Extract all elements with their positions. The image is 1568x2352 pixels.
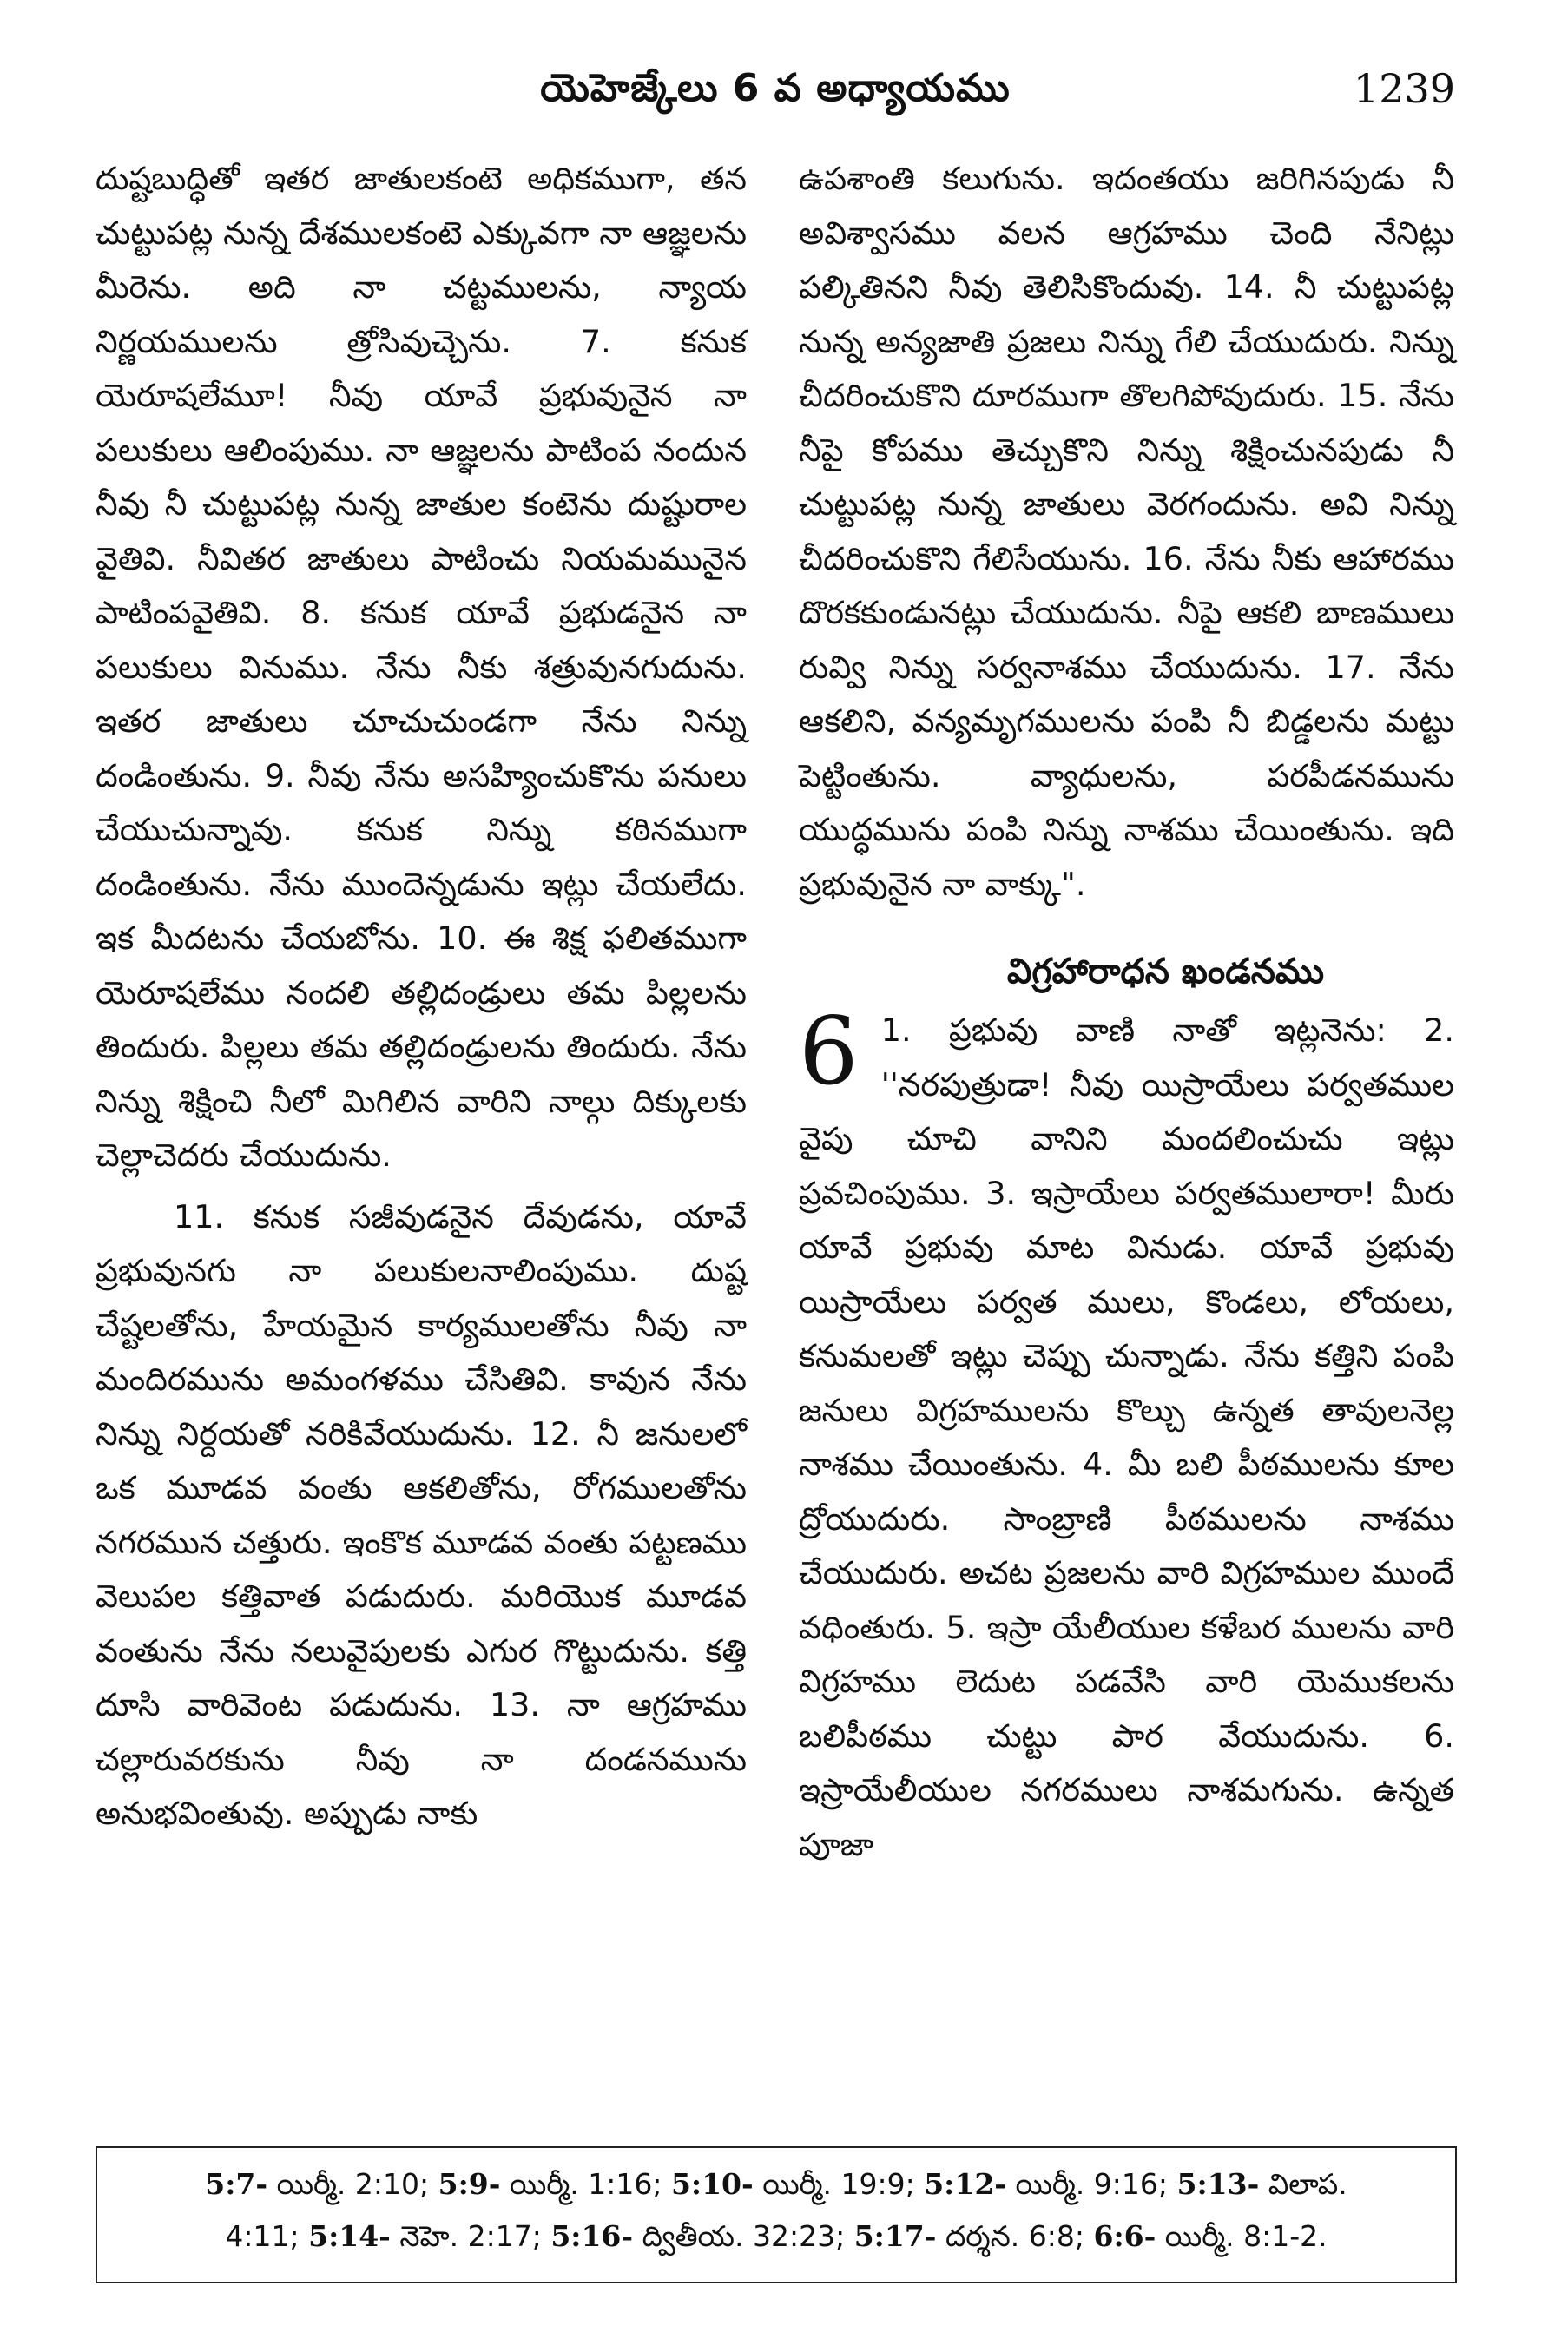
- cross-reference-citation: యిర్మీ. 2:10;: [267, 2167, 438, 2201]
- right-paragraph-1: ఉపశాంతి కలుగును. ఇదంతయు జరిగినపుడు నీ అవిశ్వాసము వలన ఆగ్రహము చెంది నేనిట్లు పల్కితినని నీవు తెలిసికొందువు. 14. నీ చుట్టుపట్ల నున్న అన్యజాతి ప్రజలు నిన్ను గేలి చేయుదురు. నిన్ను చీదరించుకొని దూరముగా తొలగిపోవుదురు. 15. నేను నీపై కోపము తెచ్చుకొని నిన్ను శిక్షించునపుడు నీ చుట్టుపట్ల నున్న జాతులు వెరగందును. అవి నిన్ను చీదరించుకొని గేలిసేయును. 16. నేను నీకు ఆహారము దొరకకుండునట్లు చేయుదును. నీపై ఆకలి బాణములు రువ్వి నిన్ను సర్వనాశము చేయుదును. 17. నేను ఆకలిని, వన్యమృగములను పంపి నీ బిడ్డలను మట్టు పెట్టింతును. వ్యాధులను, పరపీడనమును యుద్ధమును పంపి నిన్ను నాశము చేయింతును. ఇది ప్రభువునైన నా వాక్కు".: [799, 160, 1454, 903]
- cross-reference-citation: యిర్మీ. 8:1-2.: [1156, 2219, 1328, 2253]
- cross-reference-verse: 6:6-: [1093, 2219, 1156, 2253]
- cross-reference-verse: 5:16-: [550, 2219, 634, 2253]
- page-header: [96, 45, 1455, 141]
- chapter-text: 1. ప్రభువు వాణి నాతో ఇట్లనెను: 2. ''నరపుత్రుడా! నీవు యిస్రాయేలు పర్వతముల వైపు చూచి వానిని మందలించుచు ఇట్లు ప్రవచింపుము. 3. ఇస్రాయేలు పర్వతములారా! మీరు యావే ప్రభువు మాట వినుడు. యావే ప్రభువు యిస్రాయేలు పర్వత ములు, కొండలు, లోయలు, కనుమలతో ఇట్లు చెప్పు చున్నాడు. నేను కత్తిని పంపి జనులు విగ్రహములను కొల్చు ఉన్నత తావులనెల్ల నాశము చేయింతును. 4. మీ బలి పీఠములను కూల ద్రోయుదురు. సాంబ్రాణి పీఠములను నాశము చేయుదురు. అచట ప్రజలను వారి విగ్రహముల ముందే వధింతురు. 5. ఇస్రా యేలీయుల కళేబర ములను వారి విగ్రహము లెదుట పడవేసి వారి యెముకలను బలిపీఠము చుట్టు పార వేయుదును. 6. ఇస్రాయేలీయుల నగరములు నాశమగును. ఉన్నత పూజా: [799, 1011, 1454, 1863]
- section-heading: విగ్రహారాధన ఖండనము: [1006, 952, 1325, 992]
- cross-reference-citation: యిర్మీ. 19:9;: [753, 2167, 925, 2201]
- running-title: యెహెజ్కేలు 6 వ అధ్యాయము: [540, 66, 1011, 110]
- cross-reference-citation: ద్వితీయ. 32:23;: [633, 2219, 854, 2253]
- cross-reference-box: [96, 2146, 1457, 2283]
- cross-reference-citation: దర్శన. 6:8;: [936, 2219, 1094, 2253]
- cross-reference-verse: 5:10-: [670, 2167, 754, 2201]
- cross-reference-line-1: [97, 2158, 1455, 2210]
- left-column: [96, 152, 747, 1841]
- left-paragraph-1: దుష్టబుద్ధితో ఇతర జాతులకంటె అధికముగా, తన చుట్టుపట్ల నున్న దేశములకంటె ఎక్కువగా నా ఆజ్ఞలను మీరెను. అది నా చట్టములను, న్యాయ నిర్ణయములను త్రోసివుచ్చెను. 7. కనుక యెరూషలేమూ! నీవు యావే ప్రభువునైన నా పలుకులు ఆలింపుము. నా ఆజ్ఞలను పాటింప నందున నీవు నీ చుట్టుపట్ల నున్న జాతుల కంటెను దుష్టురాల వైతివి. నీవితర జాతులు పాటించు నియమమునైన పాటింపవైతివి. 8. కనుక యావే ప్రభుడనైన నా పలుకులు వినుము. నేను నీకు శత్రువునగుదును. ఇతర జాతులు చూచుచుండగా నేను నిన్ను దండింతును. 9. నీవు నేను అసహ్యించుకొను పనులు చేయుచున్నావు. కనుక నిన్ను కఠినముగా దండింతును. నేను ముందెన్నడును ఇట్లు చేయలేదు. ఇక మీదటను చేయబోను. 10. ఈ శిక్ష ఫలితముగా యెరూషలేము నందలి తల్లిదండ్రులు తమ పిల్లలను తిందురు. పిల్లలు తమ తల్లిదండ్రులను తిందురు. నేను నిన్ను శిక్షించి నీలో మిగిలిన వారిని నాల్గు దిక్కులకు చెల్లాచెదరు చేయుదును.: [96, 160, 747, 1174]
- cross-reference-citation: యిర్మీ. 1:16;: [500, 2167, 671, 2201]
- cross-reference-verse: 5:17-: [853, 2219, 937, 2253]
- cross-reference-line-2: [97, 2210, 1455, 2263]
- left-paragraph-2: 11. కనుక సజీవుడనైన దేవుడను, యావే ప్రభువునగు నా పలుకులనాలింపుము. దుష్ట చేష్టలతోను, హేయమైన కార్యములతోను నీవు నా మందిరమును అమంగళము చేసితివి. కావున నేను నిన్ను నిర్దయతో నరికివేయుదును. 12. నీ జనులలో ఒక మూడవ వంతు ఆకలితోను, రోగములతోను నగరమున చత్తురు. ఇంకొక మూడవ వంతు పట్టణము వెలుపల కత్తివాత పడుదురు. మరియొక మూడవ వంతును నేను నలువైపులకు ఎగుర గొట్టుదును. కత్తి దూసి వారివెంట పడుదును. 13. నా ఆగ్రహము చల్లారువరకును నీవు నా దండనమును అనుభవింతువు. అప్పుడు నాకు: [96, 1197, 747, 1832]
- cross-reference-verse: 5:7-: [205, 2167, 268, 2201]
- chapter-paragraph: [799, 998, 1454, 1872]
- cross-reference-citation: యిర్మీ. 9:16;: [1005, 2167, 1177, 2201]
- cross-reference-verse: 5:9-: [438, 2167, 501, 2201]
- cross-reference-verse: 5:14-: [308, 2219, 391, 2253]
- chapter-number: 6: [799, 998, 859, 1106]
- page-number: 1239: [1353, 65, 1455, 112]
- cross-reference-verse: 5:13-: [1176, 2167, 1260, 2201]
- cross-reference-citation: నెహె. 2:17;: [390, 2219, 551, 2253]
- cross-reference-citation: విలాప.: [1259, 2167, 1347, 2201]
- cross-reference-citation: 4:11;: [225, 2219, 309, 2253]
- right-column: [799, 152, 1454, 1872]
- cross-reference-verse: 5:12-: [924, 2167, 1006, 2201]
